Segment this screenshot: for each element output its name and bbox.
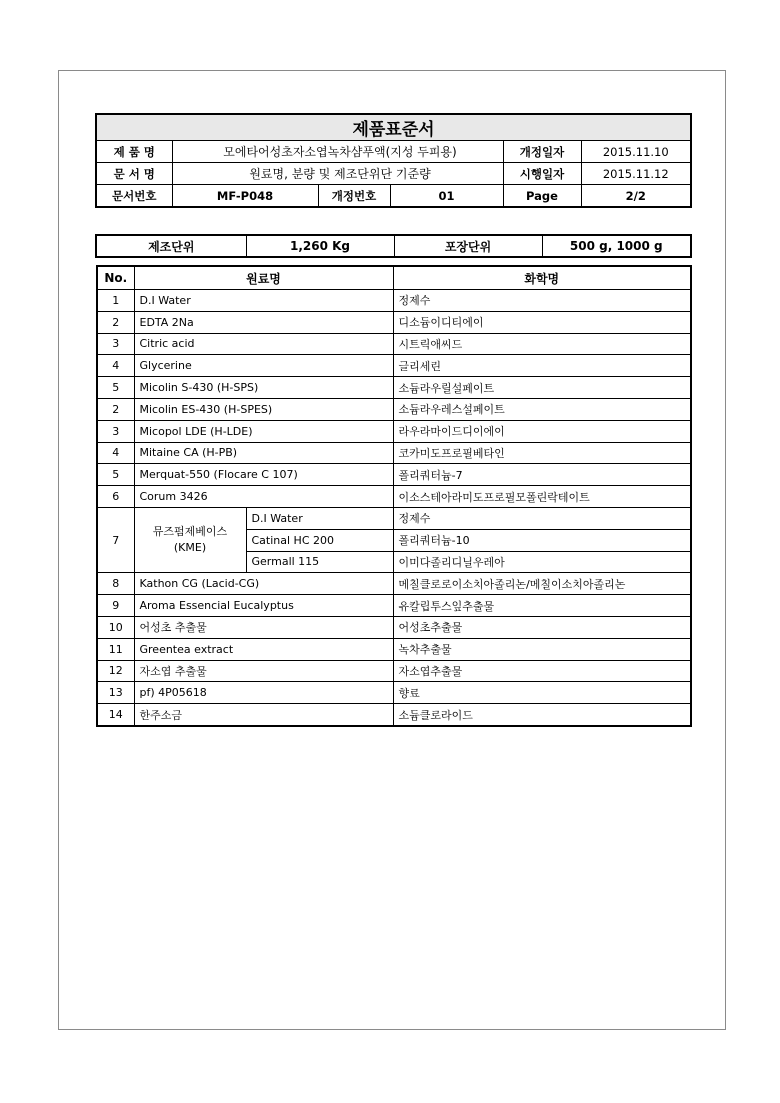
doc-name: 원료명, 분량 및 제조단위단 기준량 [172, 163, 503, 185]
row-chemical: 녹차추출물 [393, 638, 691, 660]
row-chemical: 폴리쿼터늄-7 [393, 464, 691, 486]
table-row [97, 398, 691, 420]
row-chemical: 라우라마이드디이에이 [393, 420, 691, 442]
row-material: Micolin ES-430 (H-SPES) [134, 398, 393, 420]
effective-date-label: 시행일자 [503, 163, 581, 185]
page-number: 2/2 [581, 185, 691, 208]
group-item-chemical: 정제수 [393, 507, 691, 529]
group-item-material: Germall 115 [246, 551, 393, 573]
table-row [97, 464, 691, 486]
materials-table [96, 265, 692, 727]
table-row [97, 704, 691, 726]
doc-no: MF-P048 [172, 185, 318, 208]
row-chemical: 글리세린 [393, 355, 691, 377]
row-no: 14 [97, 704, 134, 726]
table-row [97, 638, 691, 660]
header-material: 원료명 [134, 266, 393, 290]
row-chemical: 디소듐이디티에이 [393, 311, 691, 333]
batch-value: 1,260 Kg [246, 235, 394, 257]
row-no: 12 [97, 660, 134, 682]
row-material: Micolin S-430 (H-SPS) [134, 377, 393, 399]
row-material: Corum 3426 [134, 486, 393, 508]
row-chemical: 유칼립투스잎추출물 [393, 595, 691, 617]
doc-no-label: 문서번호 [96, 185, 172, 208]
table-row [97, 311, 691, 333]
row-no: 4 [97, 355, 134, 377]
table-row [97, 442, 691, 464]
product-name-label: 제 품 명 [96, 141, 172, 163]
row-chemical: 소듐라우릴설페이트 [393, 377, 691, 399]
row-chemical: 시트릭애씨드 [393, 333, 691, 355]
pack-label: 포장단위 [394, 235, 542, 257]
table-row [97, 420, 691, 442]
table-row [97, 355, 691, 377]
row-chemical: 어성초추출물 [393, 616, 691, 638]
group-item-chemical: 폴리쿼터늄-10 [393, 529, 691, 551]
batch-label: 제조단위 [96, 235, 246, 257]
row-chemical: 이소스테아라미도프로필모폴린락테이트 [393, 486, 691, 508]
group-item-material: D.I Water [246, 507, 393, 529]
row-material: 어성초 추출물 [134, 616, 393, 638]
revision-date: 2015.11.10 [581, 141, 691, 163]
row-material: EDTA 2Na [134, 311, 393, 333]
row-no: 2 [97, 398, 134, 420]
table-row [97, 377, 691, 399]
units-table [95, 234, 692, 258]
table-row [97, 660, 691, 682]
revision-no-label: 개정번호 [318, 185, 390, 208]
row-material: Greentea extract [134, 638, 393, 660]
row-no: 3 [97, 333, 134, 355]
row-no: 7 [97, 507, 134, 572]
product-name: 모에타어성초자소엽녹차샴푸액(지성 두피용) [172, 141, 503, 163]
row-no: 5 [97, 377, 134, 399]
row-material: D.I Water [134, 290, 393, 312]
table-row [97, 616, 691, 638]
row-no: 1 [97, 290, 134, 312]
table-row [97, 486, 691, 508]
pack-value: 500 g, 1000 g [542, 235, 691, 257]
row-material: Glycerine [134, 355, 393, 377]
row-chemical: 정제수 [393, 290, 691, 312]
row-material: 자소엽 추출물 [134, 660, 393, 682]
header-no: No. [97, 266, 134, 290]
header-chemical: 화학명 [393, 266, 691, 290]
row-material: Mitaine CA (H-PB) [134, 442, 393, 464]
effective-date: 2015.11.12 [581, 163, 691, 185]
group-item-chemical: 이미다졸리디닐우레아 [393, 551, 691, 573]
doc-name-label: 문 서 명 [96, 163, 172, 185]
row-no: 9 [97, 595, 134, 617]
table-row [97, 507, 691, 529]
row-material: 한주소금 [134, 704, 393, 726]
table-row [97, 595, 691, 617]
table-row [97, 682, 691, 704]
row-no: 13 [97, 682, 134, 704]
row-no: 10 [97, 616, 134, 638]
row-no: 8 [97, 573, 134, 595]
revision-no: 01 [390, 185, 503, 208]
row-no: 2 [97, 311, 134, 333]
row-no: 3 [97, 420, 134, 442]
page-label: Page [503, 185, 581, 208]
group-name-line2: (KME) [173, 541, 207, 555]
row-chemical: 코카미도프로필베타인 [393, 442, 691, 464]
header-table [95, 113, 692, 208]
row-material: Aroma Essencial Eucalyptus [134, 595, 393, 617]
group-item-material: Catinal HC 200 [246, 529, 393, 551]
row-chemical: 메칠클로로이소치아졸리논/메칠이소치아졸리논 [393, 573, 691, 595]
table-row [97, 573, 691, 595]
table-row [97, 333, 691, 355]
row-no: 11 [97, 638, 134, 660]
row-chemical: 향료 [393, 682, 691, 704]
row-material: Merquat-550 (Flocare C 107) [134, 464, 393, 486]
row-material: pf) 4P05618 [134, 682, 393, 704]
revision-date-label: 개정일자 [503, 141, 581, 163]
row-chemical: 소듐라우레스설페이트 [393, 398, 691, 420]
group-name [134, 507, 246, 572]
group-name-line1: 뮤즈펌제베이스 [152, 525, 228, 539]
row-material: Citric acid [134, 333, 393, 355]
row-no: 4 [97, 442, 134, 464]
row-chemical: 소듐클로라이드 [393, 704, 691, 726]
row-chemical: 자소엽추출물 [393, 660, 691, 682]
document-title: 제품표준서 [96, 114, 691, 141]
row-no: 5 [97, 464, 134, 486]
row-no: 6 [97, 486, 134, 508]
row-material: Micopol LDE (H-LDE) [134, 420, 393, 442]
table-row [97, 290, 691, 312]
row-material: Kathon CG (Lacid-CG) [134, 573, 393, 595]
